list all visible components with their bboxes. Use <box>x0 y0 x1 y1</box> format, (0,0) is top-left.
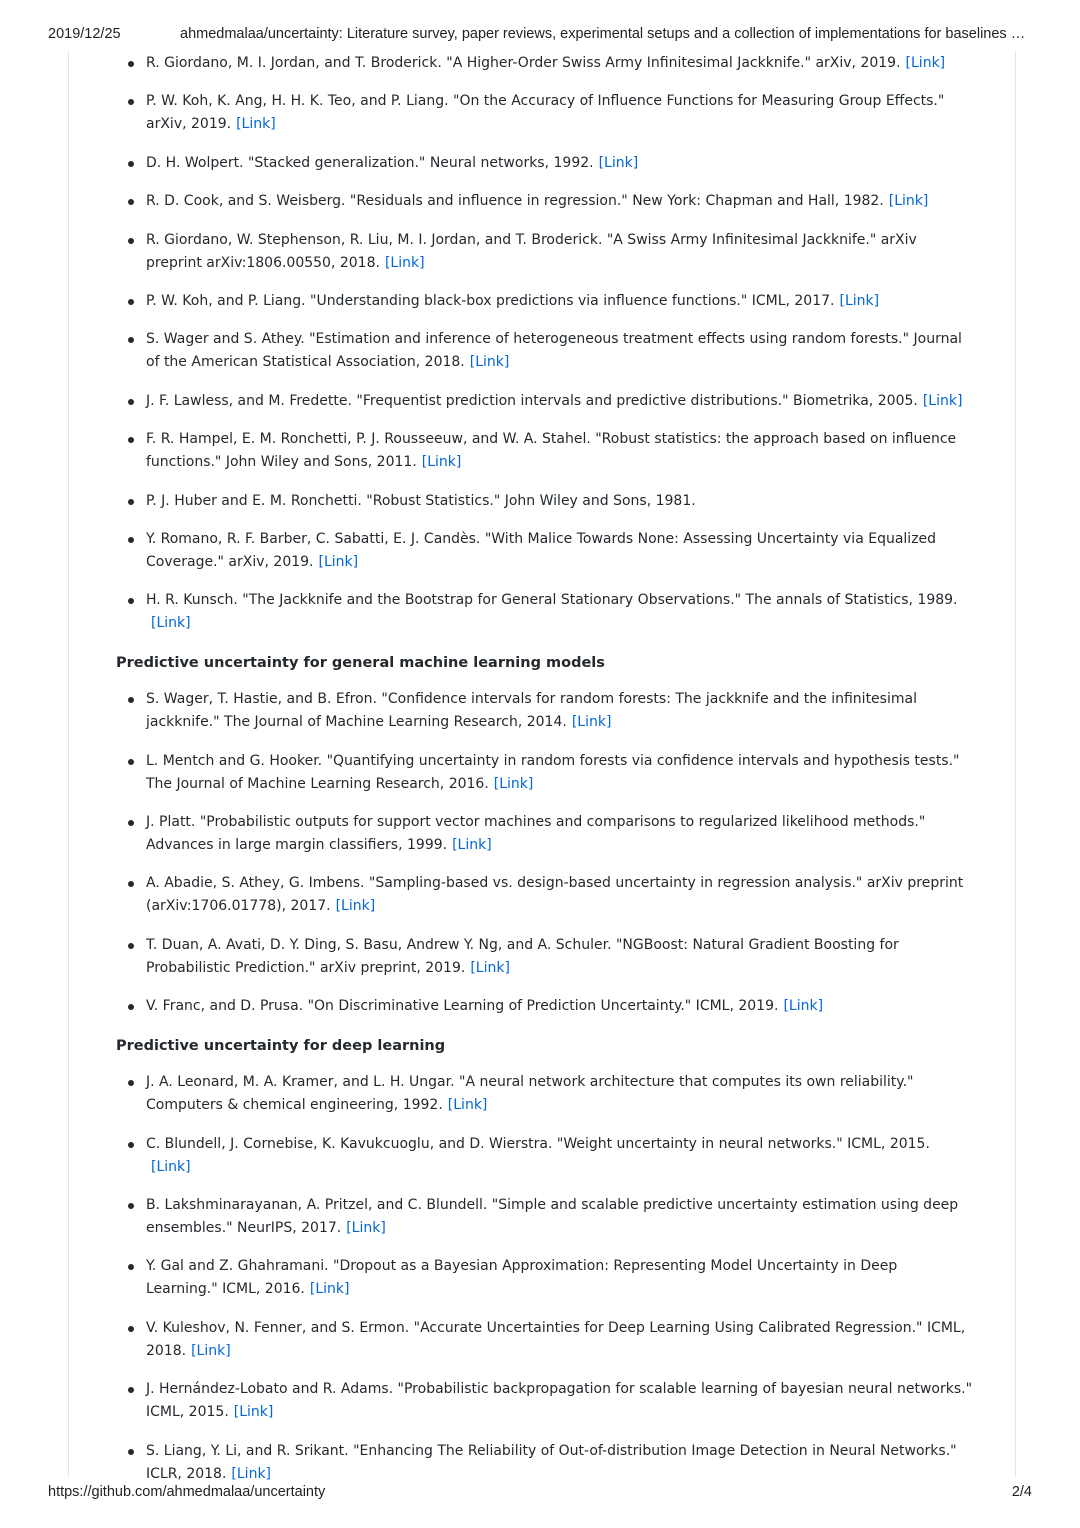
reference-text: S. Wager and S. Athey. "Estimation and inference of heterogeneous treatment effects using random forests." Journal of the American Statistical Association, 2018. <box>146 331 962 371</box>
reference-link[interactable]: [Link] <box>318 553 359 570</box>
reference-link[interactable]: [Link] <box>447 1097 488 1114</box>
reference-text: R. Giordano, W. Stephenson, R. Liu, M. I. Jordan, and T. Broderick. "A Swiss Army Infinitesimal Jackknife." arXiv preprint arXiv:1806.00550, 2018. <box>146 231 917 271</box>
reference-list-influence <box>116 52 972 635</box>
reference-text: P. J. Huber and E. M. Ronchetti. "Robust Statistics." John Wiley and Sons, 1981. <box>146 492 696 509</box>
reference-link[interactable]: [Link] <box>839 292 880 309</box>
reference-list-general-ml <box>116 688 972 1018</box>
list-item <box>116 390 972 413</box>
reference-link[interactable]: [Link] <box>151 1158 191 1175</box>
reference-link[interactable]: [Link] <box>888 193 929 210</box>
reference-text: B. Lakshminarayanan, A. Pritzel, and C. Blundell. "Simple and scalable predictive uncertainty estimation using deep ensembles." NeurIPS, 2017. <box>146 1197 959 1237</box>
list-item <box>116 152 972 175</box>
list-item <box>116 995 972 1018</box>
reference-link[interactable]: [Link] <box>905 55 946 71</box>
reference-text: V. Kuleshov, N. Fenner, and S. Ermon. "Accurate Uncertainties for Deep Learning Using Calibrated Regression." ICML, 2018. <box>146 1319 966 1359</box>
list-item <box>116 328 972 374</box>
reference-link[interactable]: [Link] <box>470 959 510 976</box>
reference-text: J. F. Lawless, and M. Fredette. "Frequentist prediction intervals and predictive distributions." Biometrika, 2005. <box>146 392 918 409</box>
list-item <box>116 490 972 513</box>
reference-link[interactable]: [Link] <box>151 615 191 632</box>
print-page-title: ahmedmalaa/uncertainty: Literature survey, paper reviews, experimental setups and a collection of implementations for baselines … <box>180 26 1026 42</box>
list-item <box>116 1255 972 1301</box>
reference-text: R. D. Cook, and S. Weisberg. "Residuals and influence in regression." New York: Chapman and Hall, 1982. <box>146 193 884 210</box>
list-item <box>116 52 972 75</box>
list-item <box>116 750 972 796</box>
list-item <box>116 1071 972 1117</box>
reference-link[interactable]: [Link] <box>335 898 376 915</box>
list-item <box>116 1133 972 1179</box>
reference-link[interactable]: [Link] <box>384 254 425 271</box>
list-item <box>116 1194 972 1240</box>
list-item <box>116 229 972 275</box>
list-item <box>116 934 972 980</box>
reference-link[interactable]: [Link] <box>598 154 639 171</box>
reference-text: T. Duan, A. Avati, D. Y. Ding, S. Basu, Andrew Y. Ng, and A. Schuler. "NGBoost: Natural Gradient Boosting for Probabilistic Prediction." arXiv preprint, 2019. <box>146 936 899 976</box>
reference-link[interactable]: [Link] <box>309 1281 350 1298</box>
list-item <box>116 290 972 313</box>
list-item <box>116 190 972 213</box>
reference-text: V. Franc, and D. Prusa. "On Discriminative Learning of Prediction Uncertainty." ICML, 2019. <box>146 998 779 1015</box>
reference-link[interactable]: [Link] <box>421 454 462 471</box>
reference-link[interactable]: [Link] <box>236 116 276 133</box>
print-header <box>48 26 1032 46</box>
reference-link[interactable]: [Link] <box>231 1465 272 1482</box>
reference-link[interactable]: [Link] <box>571 714 612 731</box>
reference-text: A. Abadie, S. Athey, G. Imbens. "Sampling-based vs. design-based uncertainty in regression analysis." arXiv preprint (arXiv:1706.01778), 2017. <box>146 875 964 915</box>
reference-text: Y. Gal and Z. Ghahramani. "Dropout as a Bayesian Approximation: Representing Model Uncertainty in Deep Learning." ICML, 2016. <box>146 1258 898 1298</box>
reference-text: D. H. Wolpert. "Stacked generalization." Neural networks, 1992. <box>146 154 594 171</box>
reference-link[interactable]: [Link] <box>922 392 963 409</box>
reference-text: J. Hernández-Lobato and R. Adams. "Probabilistic backpropagation for scalable learning of bayesian neural networks." ICML, 2015. <box>146 1381 973 1421</box>
readme-content <box>116 52 972 1501</box>
reference-text: P. W. Koh, K. Ang, H. H. K. Teo, and P. Liang. "On the Accuracy of Influence Functions for Measuring Group Effects." arXiv, 2019. <box>146 93 945 133</box>
reference-text: L. Mentch and G. Hooker. "Quantifying uncertainty in random forests via confidence intervals and hypothesis tests." The Journal of Machine Learning Research, 2016. <box>146 752 960 792</box>
reference-text: Y. Romano, R. F. Barber, C. Sabatti, E. J. Candès. "With Malice Towards None: Assessing Uncertainty via Equalized Coverage." arXiv, 2019. <box>146 530 937 570</box>
reference-link[interactable]: [Link] <box>783 998 824 1015</box>
reference-text: S. Liang, Y. Li, and R. Srikant. "Enhancing The Reliability of Out-of-distribution Image Detection in Neural Networks." ICLR, 2018. <box>146 1442 957 1482</box>
reference-link[interactable]: [Link] <box>469 354 510 371</box>
print-footer <box>48 1484 1032 1504</box>
list-item <box>116 1440 972 1486</box>
list-item <box>116 811 972 857</box>
section-heading-deep-learning: Predictive uncertainty for deep learning <box>116 1038 446 1055</box>
list-item <box>116 872 972 918</box>
reference-text: P. W. Koh, and P. Liang. "Understanding black-box predictions via influence functions." ICML, 2017. <box>146 292 835 309</box>
reference-link[interactable]: [Link] <box>346 1220 386 1237</box>
reference-text: R. Giordano, M. I. Jordan, and T. Broderick. "A Higher-Order Swiss Army Infinitesimal Jackknife." arXiv, 2019. <box>146 55 901 71</box>
section-heading-general-ml: Predictive uncertainty for general machine learning models <box>116 655 605 672</box>
page-number: 2/4 <box>1011 1484 1032 1500</box>
reference-text: J. A. Leonard, M. A. Kramer, and L. H. Ungar. "A neural network architecture that computes its own reliability." Computers & chemical engineering, 1992. <box>146 1074 914 1114</box>
reference-link[interactable]: [Link] <box>233 1404 274 1421</box>
list-item <box>116 688 972 734</box>
reference-text: S. Wager, T. Hastie, and B. Efron. "Confidence intervals for random forests: The jackknife and the infinitesimal jackknife." The Journal of Machine Learning Research, 2014. <box>146 691 917 731</box>
print-url: https://github.com/ahmedmalaa/uncertainty <box>48 1484 326 1500</box>
reference-link[interactable]: [Link] <box>493 775 534 792</box>
reference-text: C. Blundell, J. Cornebise, K. Kavukcuoglu, and D. Wierstra. "Weight uncertainty in neural networks." ICML, 2015. <box>146 1135 930 1152</box>
list-item <box>116 1317 972 1363</box>
reference-text: H. R. Kunsch. "The Jackknife and the Bootstrap for General Stationary Observations." The annals of Statistics, 1989. <box>146 592 958 609</box>
list-item <box>116 589 972 635</box>
reference-link[interactable]: [Link] <box>452 837 492 854</box>
list-item <box>116 528 972 574</box>
print-date: 2019/12/25 <box>48 26 121 42</box>
reference-text: J. Platt. "Probabilistic outputs for support vector machines and comparisons to regularized likelihood methods." Advances in large margin classifiers, 1999. <box>146 814 926 854</box>
list-item <box>116 90 972 136</box>
reference-text: F. R. Hampel, E. M. Ronchetti, P. J. Rousseeuw, and W. A. Stahel. "Robust statistics: the approach based on influence functions." John Wiley and Sons, 2011. <box>146 431 957 471</box>
list-item <box>116 1378 972 1424</box>
reference-list-deep-learning <box>116 1071 972 1485</box>
reference-link[interactable]: [Link] <box>191 1342 231 1359</box>
list-item <box>116 428 972 474</box>
